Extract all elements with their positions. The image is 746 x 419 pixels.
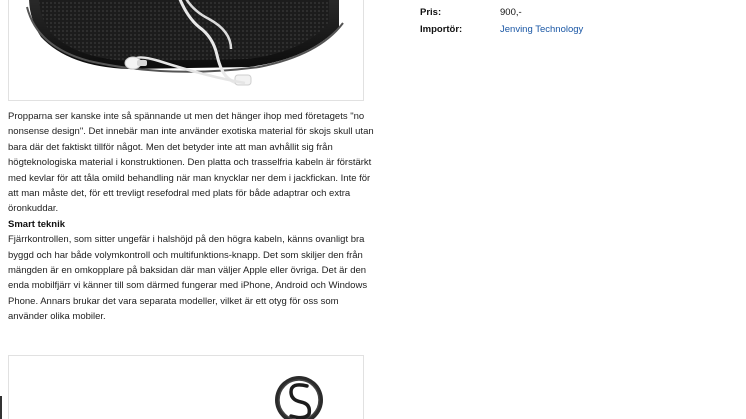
importer-link[interactable]: Jenving Technology xyxy=(500,24,584,35)
product-image-logo xyxy=(8,355,364,419)
spec-value-price: 900,- xyxy=(500,7,522,18)
article-paragraph: Fjärrkontrollen, som sitter ungefär i halshöjd på den högra kabeln, känns ovanligt bra byggd och har både volymkontroll och multifunktions-knapp. Det som skiljer den från mängden är en omkopplare på baksidan där man väljer Apple eller övriga. Det är den enda mobilfjärr vi känner till som därmed fungerar med iPhone, Android och Windows Phone. Annars brukar det vara separata modeller, vilket är ett otyg för oss som använder olika mobiler. xyxy=(8,234,368,323)
scrollbar-edge xyxy=(0,396,2,419)
spec-label-price: Pris: xyxy=(420,7,442,18)
spec-label-importer: Importör: xyxy=(420,24,463,35)
earphones-case-illustration xyxy=(9,0,363,100)
spec-row-price xyxy=(420,4,583,21)
article-subheading: Smart teknik xyxy=(8,218,66,230)
brand-logo-illustration xyxy=(9,356,363,419)
article-body xyxy=(8,109,378,325)
product-image-earphones xyxy=(8,0,364,101)
article-paragraph: Propparna ser kanske inte så spännande ut men det hänger ihop med företagets "no nonsense design". Det innebär man inte använder exotiska material för skojs skull utan bara där det faktiskt tillför något. Men det betyder inte att man avhållit sig från högteknologiska material i konstruktionen. Den platta och trasselfria kabeln är förstärkt med kevlar för att tåla omild behandling när man knycklar ner dem i jackfickan. Inte för att man måste det, för ett trevligt resefodral med plats för både adaptrar och extra öronkuddar. xyxy=(8,111,374,215)
product-specs xyxy=(420,4,583,38)
spec-row-importer xyxy=(420,21,583,38)
